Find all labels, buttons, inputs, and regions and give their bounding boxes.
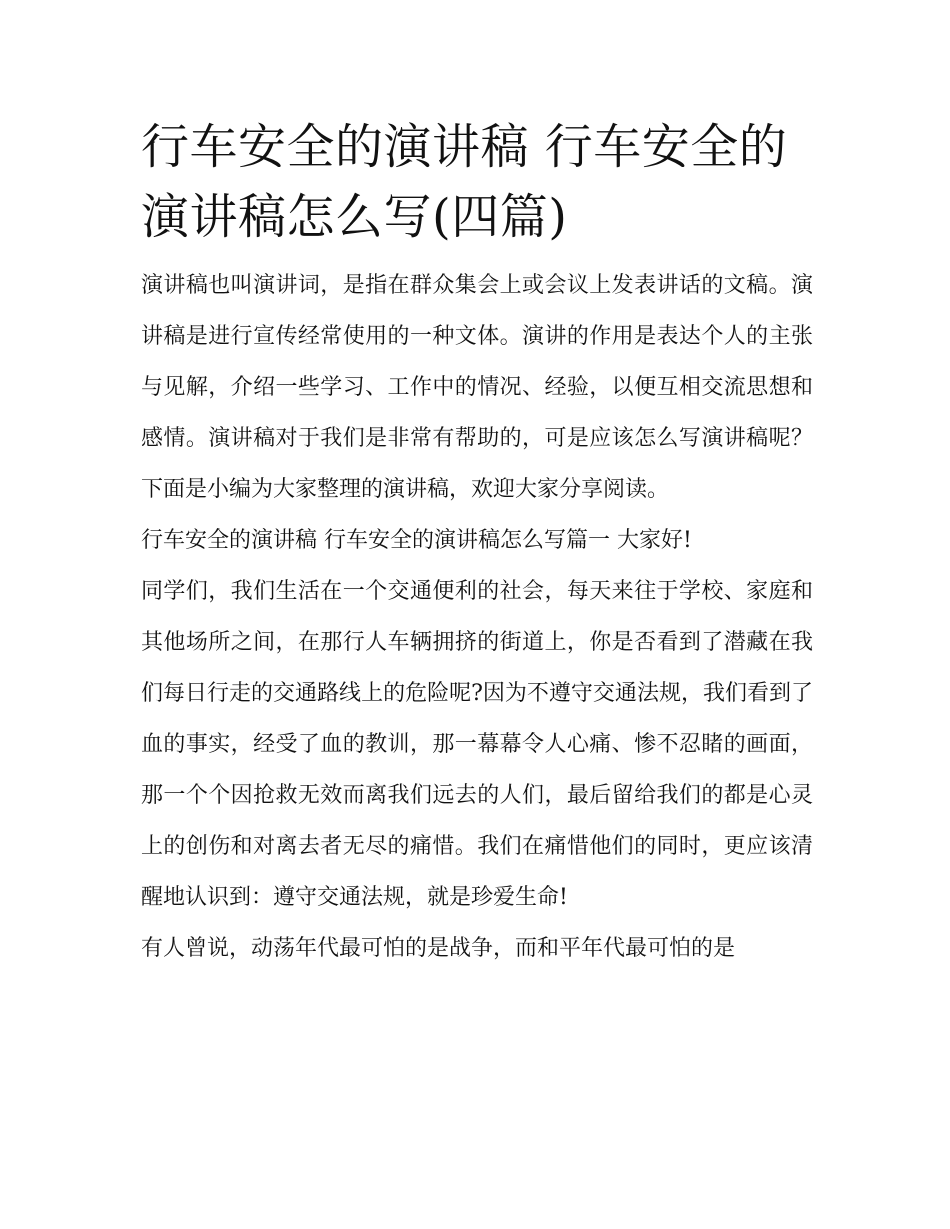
body-paragraph-continued: 有人曾说，动荡年代最可怕的是战争，而和平年代最可怕的是 xyxy=(141,936,736,961)
document-title: 行车安全的演讲稿 行车安全的演讲稿怎么写(四篇) xyxy=(141,119,788,245)
intro-paragraph: 演讲稿也叫演讲词，是指在群众集会上或会议上发表讲话的文稿。演讲稿是进行宣传经常使用的一种文体。演讲的作用是表达个人的主张与见解，介绍一些学习、工作中的情况、经验，以便互相交流思想和感情。演讲稿对于我们是非常有帮助的，可是应该怎么写演讲稿呢？下面是小编为大家整理的演讲稿，欢迎大家分享阅读。 xyxy=(141,273,813,502)
document-body xyxy=(141,112,813,974)
body-paragraph: 同学们，我们生活在一个交通便利的社会，每天来往于学校、家庭和其他场所之间，在那行人车辆拥挤的街道上，你是否看到了潜藏在我们每日行走的交通路线上的危险呢?因为不遵守交通法规，我们看到了血的事实，经受了血的教训，那一幕幕令人心痛、惨不忍睹的画面，那一个个因抢救无效而离我们远去的人们，最后留给我们的都是心灵上的创伤和对离去者无尽的痛惜。我们在痛惜他们的同时，更应该清醒地认识到：遵守交通法规，就是珍爱生命! xyxy=(141,579,813,910)
section-heading-paragraph: 行车安全的演讲稿 行车安全的演讲稿怎么写篇一 大家好! xyxy=(141,528,692,553)
